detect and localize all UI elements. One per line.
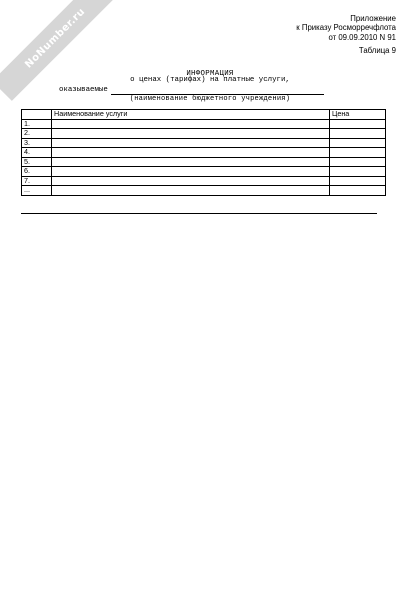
price-cell — [330, 119, 386, 129]
row-number: 6. — [22, 167, 52, 177]
watermark: NoNumber.ru — [0, 0, 118, 101]
service-name-cell — [52, 186, 330, 196]
table-row — [22, 148, 386, 158]
table-row — [22, 138, 386, 148]
service-name-cell — [52, 148, 330, 158]
provided-by-label: оказываемые — [59, 86, 108, 94]
document-subtitle: о ценах (тарифах) на платные услуги, — [130, 76, 290, 84]
price-cell — [330, 186, 386, 196]
row-number: 7. — [22, 176, 52, 186]
price-cell — [330, 167, 386, 177]
service-name-cell — [52, 119, 330, 129]
price-cell — [330, 157, 386, 167]
service-name-cell — [52, 167, 330, 177]
service-name-cell — [52, 157, 330, 167]
row-number: 1. — [22, 119, 52, 129]
row-number: 4. — [22, 148, 52, 158]
header-service-name: Наименование услуги — [52, 110, 330, 120]
table-row — [22, 129, 386, 139]
table-row — [22, 176, 386, 186]
table-row — [22, 167, 386, 177]
row-number: 5. — [22, 157, 52, 167]
appendix-note — [296, 14, 396, 42]
appendix-line-2: к Приказу Росморречфлота — [296, 23, 396, 33]
table-row — [22, 119, 386, 129]
price-cell — [330, 148, 386, 158]
table-number: Таблица 9 — [358, 46, 396, 55]
price-cell — [330, 129, 386, 139]
organization-hint: (наименование бюджетного учреждения) — [129, 95, 291, 103]
table-row — [22, 157, 386, 167]
appendix-line-1: Приложение — [350, 14, 396, 23]
row-number: 3. — [22, 138, 52, 148]
row-number: ... — [22, 186, 52, 196]
service-name-cell — [52, 129, 330, 139]
header-price: Цена — [330, 110, 386, 120]
service-name-cell — [52, 176, 330, 186]
row-number: 2. — [22, 129, 52, 139]
price-cell — [330, 138, 386, 148]
services-table — [21, 109, 386, 196]
header-number — [22, 110, 52, 120]
document-title: ИНФОРМАЦИЯ — [186, 70, 234, 78]
table-row — [22, 186, 386, 196]
price-cell — [330, 176, 386, 186]
appendix-line-3: от 09.09.2010 N 91 — [328, 32, 396, 42]
table-header-row — [22, 110, 386, 120]
footer-rule — [21, 213, 377, 214]
service-name-cell — [52, 138, 330, 148]
